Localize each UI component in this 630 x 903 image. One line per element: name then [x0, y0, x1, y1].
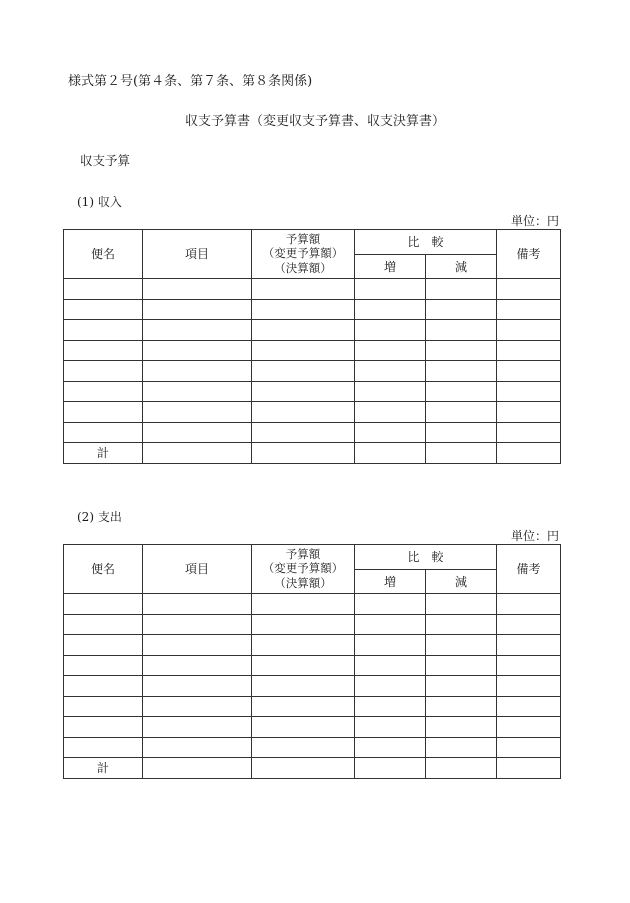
expenditure-table [63, 544, 561, 779]
table-row [64, 635, 561, 656]
header-comparison: 比 較 [355, 545, 497, 570]
table-row [64, 381, 561, 402]
table-row [64, 614, 561, 635]
header-budget-line2: （変更予算額） [262, 246, 344, 261]
table-row [64, 696, 561, 717]
table-row [64, 594, 561, 615]
header-comparison: 比 較 [355, 230, 497, 255]
total-label: 計 [64, 443, 143, 464]
income-table [63, 229, 561, 464]
header-remarks: 備考 [497, 230, 561, 279]
header-category: 便名 [64, 545, 143, 594]
header-increase: 増 [355, 255, 426, 279]
header-budget-line2: （変更予算額） [262, 561, 344, 576]
header-increase: 増 [355, 570, 426, 594]
header-budget [252, 230, 355, 279]
header-budget-line1: 予算額 [285, 546, 321, 561]
expenditure-heading: (2) 支出 [77, 510, 122, 524]
header-item: 項目 [143, 230, 252, 279]
header-budget-line3: （決算額） [274, 575, 332, 590]
table-row [64, 655, 561, 676]
table-row [64, 340, 561, 361]
table-row [64, 299, 561, 320]
table-row [64, 737, 561, 758]
header-decrease: 減 [426, 255, 497, 279]
income-heading: (1) 収入 [77, 195, 122, 209]
header-budget [252, 545, 355, 594]
header-remarks: 備考 [497, 545, 561, 594]
header-budget-line1: 予算額 [285, 231, 321, 246]
header-budget-line3: （決算額） [274, 260, 332, 275]
section-heading: 収支予算 [80, 153, 131, 168]
total-label: 計 [64, 758, 143, 779]
table-row [64, 717, 561, 738]
table-row [64, 422, 561, 443]
table-row [64, 361, 561, 382]
form-number: 様式第２号(第４条、第７条、第８条関係) [68, 74, 313, 89]
table-row [64, 320, 561, 341]
table-row [64, 402, 561, 423]
header-decrease: 減 [426, 570, 497, 594]
document-title: 収支予算書（変更収支予算書、収支決算書） [184, 114, 445, 129]
table-row [64, 279, 561, 300]
total-row [64, 443, 561, 464]
total-row [64, 758, 561, 779]
header-item: 項目 [143, 545, 252, 594]
table-row [64, 676, 561, 697]
expenditure-unit-label: 単位：円 [510, 529, 559, 543]
income-unit-label: 単位：円 [510, 214, 559, 228]
header-category: 便名 [64, 230, 143, 279]
